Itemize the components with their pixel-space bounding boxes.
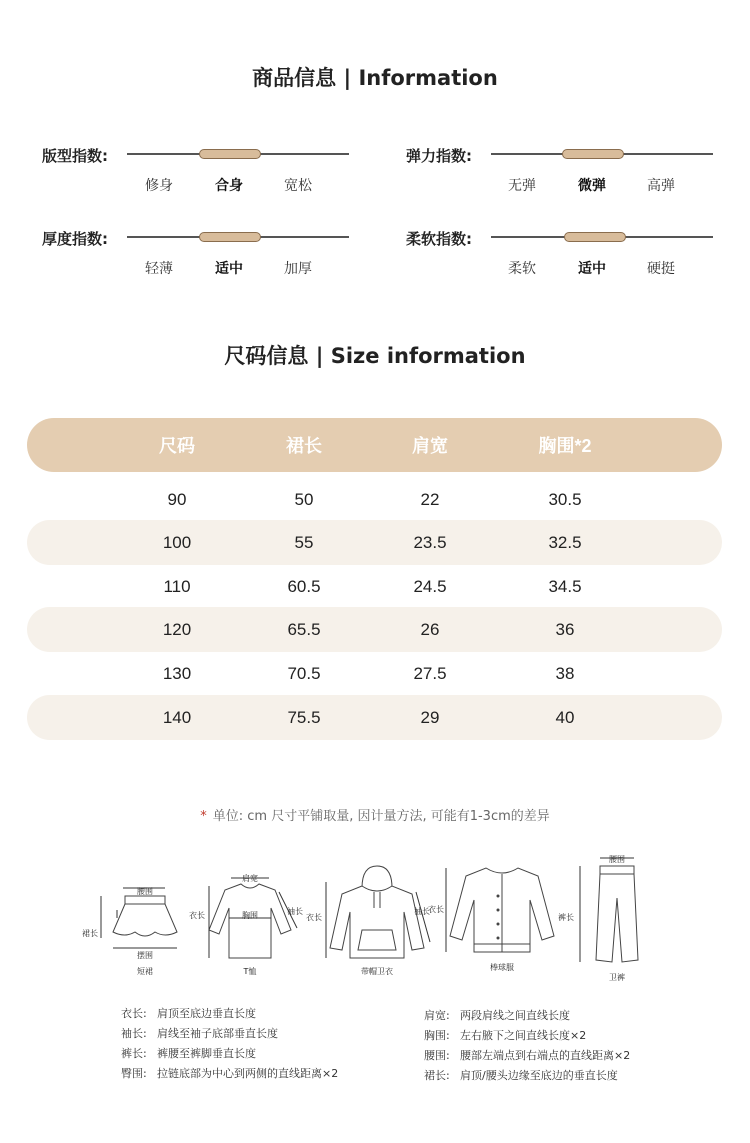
hoodie-label-length: 衣长 (306, 913, 322, 922)
scale-option: 高弹 (647, 178, 675, 194)
table-cell: 22 (420, 489, 440, 509)
table-cell: 50 (294, 489, 314, 509)
table-row (27, 564, 722, 609)
table-cell: 100 (162, 532, 192, 552)
baseball-jacket-diagram (428, 860, 562, 982)
scale-option: 宽松 (284, 178, 312, 194)
jacket-name: 棒球服 (490, 963, 514, 972)
tshirt-diagram (189, 870, 305, 980)
table-cell: 24.5 (413, 576, 447, 596)
scale-option: 硬挺 (647, 261, 675, 277)
pants-label-waist: 腰围 (609, 855, 625, 864)
scale-indicator (199, 232, 261, 242)
skirt-label-waist: 腰围 (137, 887, 153, 896)
scale-option: 柔软 (508, 261, 536, 277)
table-cell: 40 (555, 707, 575, 727)
info-section-title: 商品信息 | Information (252, 66, 498, 90)
scale-option-selected: 合身 (215, 178, 243, 194)
pants-name: 卫裤 (609, 973, 625, 982)
skirt-name: 短裙 (137, 967, 153, 976)
table-cell: 30.5 (548, 489, 582, 509)
skirt-label-hem: 摆围 (137, 951, 153, 960)
header-cell: 胸围*2 (538, 436, 592, 456)
table-cell: 29 (420, 707, 440, 727)
scale-indicator (562, 149, 624, 159)
table-row (27, 520, 722, 565)
note-star: * (200, 809, 207, 824)
definition-item: 裤长: 裤腰至裤脚垂直长度 (121, 1047, 256, 1060)
table-cell: 36 (555, 619, 575, 639)
table-cell: 110 (163, 576, 191, 596)
definition-item: 肩宽: 两段肩线之间直线长度 (424, 1009, 570, 1022)
table-row (27, 651, 722, 696)
attribute-label: 弹力指数: (406, 147, 472, 165)
tshirt-name: T恤 (243, 967, 257, 976)
table-row (27, 695, 722, 740)
measurement-note (0, 805, 750, 824)
baseball-jacket-icon (442, 860, 562, 960)
tshirt-label-sleeve: 袖长 (287, 907, 303, 916)
scale-option: 无弹 (508, 178, 536, 194)
table-cell: 75.5 (287, 707, 321, 727)
scale-indicator (199, 149, 261, 159)
table-row (27, 607, 722, 652)
table-cell: 26 (420, 619, 440, 639)
table-cell: 55 (294, 532, 314, 552)
table-cell: 23.5 (413, 532, 447, 552)
scale-indicator (564, 232, 626, 242)
table-cell: 140 (162, 707, 192, 727)
size-table-header (27, 418, 722, 472)
table-cell: 65.5 (287, 619, 321, 639)
scale-option: 加厚 (284, 261, 312, 277)
definition-item: 腰围: 腰部左端点到右端点的直线距离×2 (424, 1049, 631, 1062)
definition-item: 袖长: 肩线至袖子底部垂直长度 (121, 1027, 278, 1040)
definition-item: 衣长: 肩顶至底边垂直长度 (121, 1007, 256, 1020)
header-cell: 尺码 (159, 436, 195, 456)
header-cell: 裙长 (286, 436, 322, 456)
definition-item: 胸围: 左右腋下之间直线长度×2 (424, 1029, 587, 1042)
hoodie-name: 带帽卫衣 (361, 967, 393, 976)
scale-option: 修身 (145, 178, 173, 194)
scale-option-selected: 适中 (215, 261, 243, 277)
tshirt-label-length: 衣长 (189, 911, 205, 920)
definition-item: 臀围: 拉链底部为中心到两侧的直线距离×2 (121, 1067, 339, 1080)
header-cell: 肩宽 (412, 436, 448, 456)
tshirt-label-chest: 胸围 (242, 911, 258, 920)
jacket-label-length: 衣长 (428, 905, 444, 914)
pants-label-length: 裤长 (558, 913, 574, 922)
table-cell: 27.5 (413, 663, 447, 683)
table-cell: 120 (162, 619, 192, 639)
attribute-label: 厚度指数: (42, 230, 108, 248)
table-cell: 90 (167, 489, 187, 509)
hoodie-diagram (306, 862, 432, 982)
table-cell: 70.5 (287, 663, 321, 683)
table-cell: 60.5 (287, 576, 321, 596)
size-section-title: 尺码信息 | Size information (224, 344, 526, 368)
table-cell: 38 (555, 663, 575, 683)
hoodie-label-sleeve: 袖长 (414, 907, 430, 916)
pants-icon (572, 852, 662, 970)
tshirt-label-shoulder: 肩宽 (242, 874, 258, 883)
attribute-label: 版型指数: (42, 147, 108, 165)
table-cell: 130 (162, 663, 192, 683)
note-text: 单位: cm 尺寸平铺取量, 因计量方法, 可能有1-3cm的差异 (212, 809, 550, 824)
skirt-diagram (82, 880, 195, 980)
skirt-label-length: 裙长 (82, 929, 98, 938)
attribute-label: 柔软指数: (406, 230, 472, 248)
scale-option: 轻薄 (145, 261, 173, 277)
pants-diagram (558, 852, 662, 982)
table-cell: 32.5 (548, 532, 582, 552)
scale-option-selected: 适中 (578, 261, 606, 277)
table-row (27, 477, 722, 522)
scale-option-selected: 微弹 (578, 178, 606, 194)
table-cell: 34.5 (548, 576, 582, 596)
definition-item: 裙长: 肩顶/腰头边缘至底边的垂直长度 (424, 1069, 618, 1082)
